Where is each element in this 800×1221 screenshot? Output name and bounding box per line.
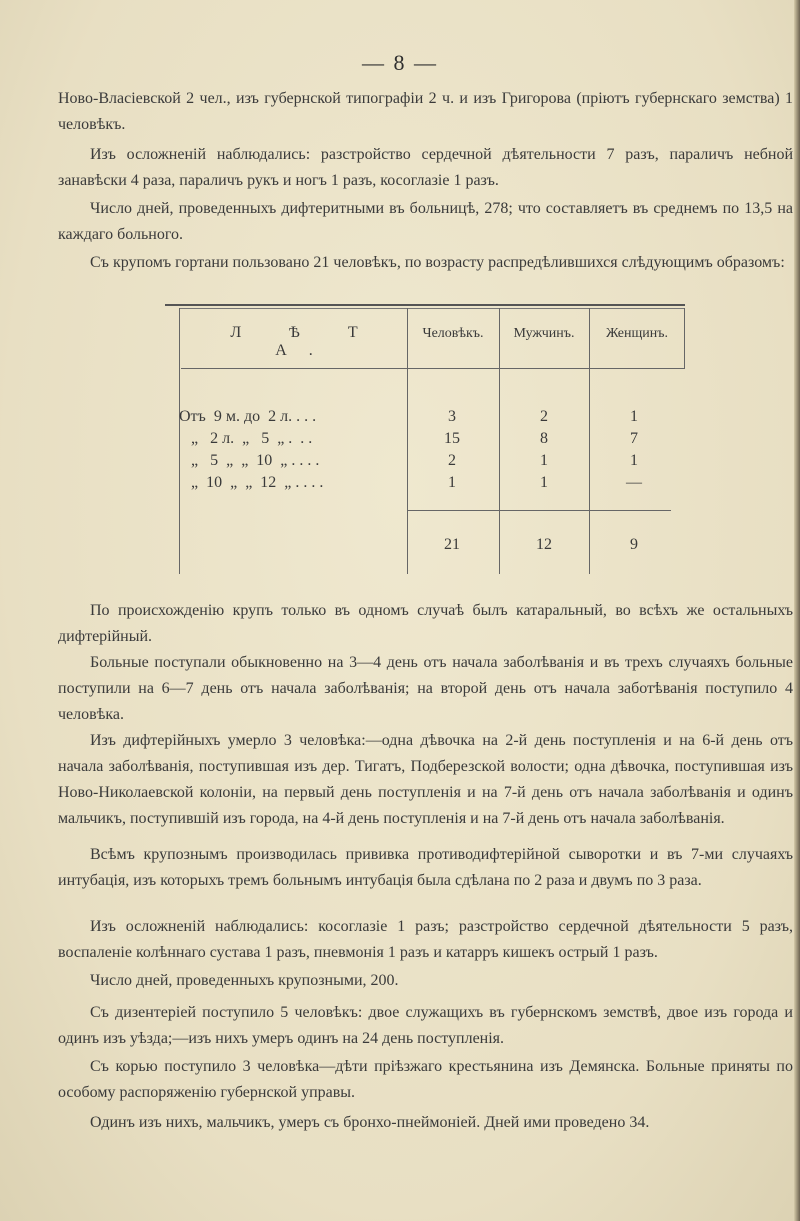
paragraph-7: Изъ дифтерійныхъ умерло 3 человѣка:—одна дѣвочка на 2-й день поступленія и на 6-й день отъ начала заболѣванія, поступившая изъ дер. Тигатъ, Подберезской волости; одна дѣвочка, поступившая изъ Ново-Николаевской колоніи, на первый день поступленія и на 7-й день отъ начала заболѣванія и одинъ мальчикъ, поступившій изъ города, на 4-й день поступленія и на 7-й день отъ начала заболѣванія. (58, 732, 793, 827)
cell-women: 1 (630, 408, 638, 425)
cell-people: 3 (448, 408, 456, 425)
paragraph-11: Съ дизентеріей поступило 5 человѣкъ: двое служащихъ въ губернскомъ земствѣ, двое изъ города и одинъ изъ уѣзда;—изъ нихъ умеръ одинъ на 24 день поступленія. (58, 1004, 793, 1047)
table-row (179, 430, 685, 452)
paragraph-5: По происхожденію крупъ только въ одномъ случаѣ былъ катаральный, во всѣхъ же остальныхъ дифтерійный. (58, 602, 793, 645)
total-people: 21 (444, 536, 460, 553)
header-people: Человѣкъ. (422, 326, 484, 341)
paragraph-9: Изъ осложненій наблюдались: косоглазіе 1 разъ; разстройство сердечной дѣятельности 5 разъ, воспаленіе колѣннаго сустава 1 разъ, пневмонія 1 разъ и катарръ кишекъ острый 1 разъ. (58, 918, 793, 961)
paragraph-12: Съ корью поступило 3 человѣка—дѣти пріѣзжаго крестьянина изъ Демянска. Больные приняты по особому распоряженію губернской управы. (58, 1058, 793, 1101)
paragraph-1: Ново-Власіевской 2 чел., изъ губернской типографіи 2 ч. и изъ Григорова (пріютъ губернскаго земства) 1 человѣкъ. (58, 90, 793, 133)
cell-people: 15 (444, 430, 460, 447)
cell-men: 2 (540, 408, 548, 425)
table-row (179, 452, 685, 474)
cell-men: 1 (540, 452, 548, 469)
paragraph-10: Число дней, проведенныхъ крупозными, 200. (90, 972, 399, 989)
cell-people: 2 (448, 452, 456, 469)
table-top-rule-thin (179, 308, 685, 309)
paragraph-4: Съ крупомъ гортани пользовано 21 человѣкъ, по возрасту распредѣлившихся слѣдующимъ образомъ: (90, 254, 785, 271)
header-women: Женщинъ. (605, 326, 669, 341)
totals-rule (407, 510, 671, 511)
page-edge-shadow (794, 0, 800, 1221)
paragraph-2: Изъ осложненій наблюдались: разстройство сердечной дѣятельности 7 разъ, параличъ небной занавѣски 4 раза, параличъ рукъ и ногъ 1 разъ, косоглазіе 1 разъ. (58, 146, 793, 189)
total-women: 9 (630, 536, 638, 553)
table-top-rule (165, 304, 685, 306)
table-header-rule (181, 368, 685, 369)
page-number: — 8 — (362, 50, 438, 75)
table-row (179, 474, 685, 496)
cell-people: 1 (448, 474, 456, 491)
paragraph-8: Всѣмъ крупознымъ производилась прививка противодифтерійной сыворотки и въ 7-ми случаяхъ интубація, изъ которыхъ тремъ больнымъ интубація была сдѣлана по 2 раза и двумъ по 3 раза. (58, 846, 793, 889)
total-men: 12 (536, 536, 552, 553)
paragraph-3: Число дней, проведенныхъ дифтеритными въ больницѣ, 278; что составляетъ въ среднемъ по 13,5 на каждаго больного. (58, 200, 793, 243)
header-years: Л Ѣ Т А. (230, 324, 380, 359)
paragraph-13: Одинъ изъ нихъ, мальчикъ, умеръ съ бронхо-пнеймоніей. Дней ими проведено 34. (90, 1114, 650, 1131)
row-label: „ 5 „ „ 10 „ . . . . (179, 452, 320, 469)
age-table (165, 304, 685, 574)
row-label: „ 10 „ „ 12 „ . . . . (179, 474, 324, 491)
table-row (179, 408, 685, 430)
paragraph-6: Больные поступали обыкновенно на 3—4 день отъ начала заболѣванія и въ трехъ случаяхъ больные поступили на 6—7 день отъ начала заболѣванія; на второй день отъ начала заботѣванія поступило 4 человѣка. (58, 654, 793, 723)
row-label: Отъ 9 м. до 2 л. . . . (179, 408, 317, 425)
header-men: Мужчинъ. (513, 326, 575, 341)
totals-row (179, 536, 685, 558)
cell-women: — (626, 474, 642, 491)
cell-women: 7 (630, 430, 638, 447)
cell-men: 8 (540, 430, 548, 447)
row-label: „ 2 л. „ 5 „ . . . (179, 430, 313, 447)
cell-women: 1 (630, 452, 638, 469)
cell-men: 1 (540, 474, 548, 491)
